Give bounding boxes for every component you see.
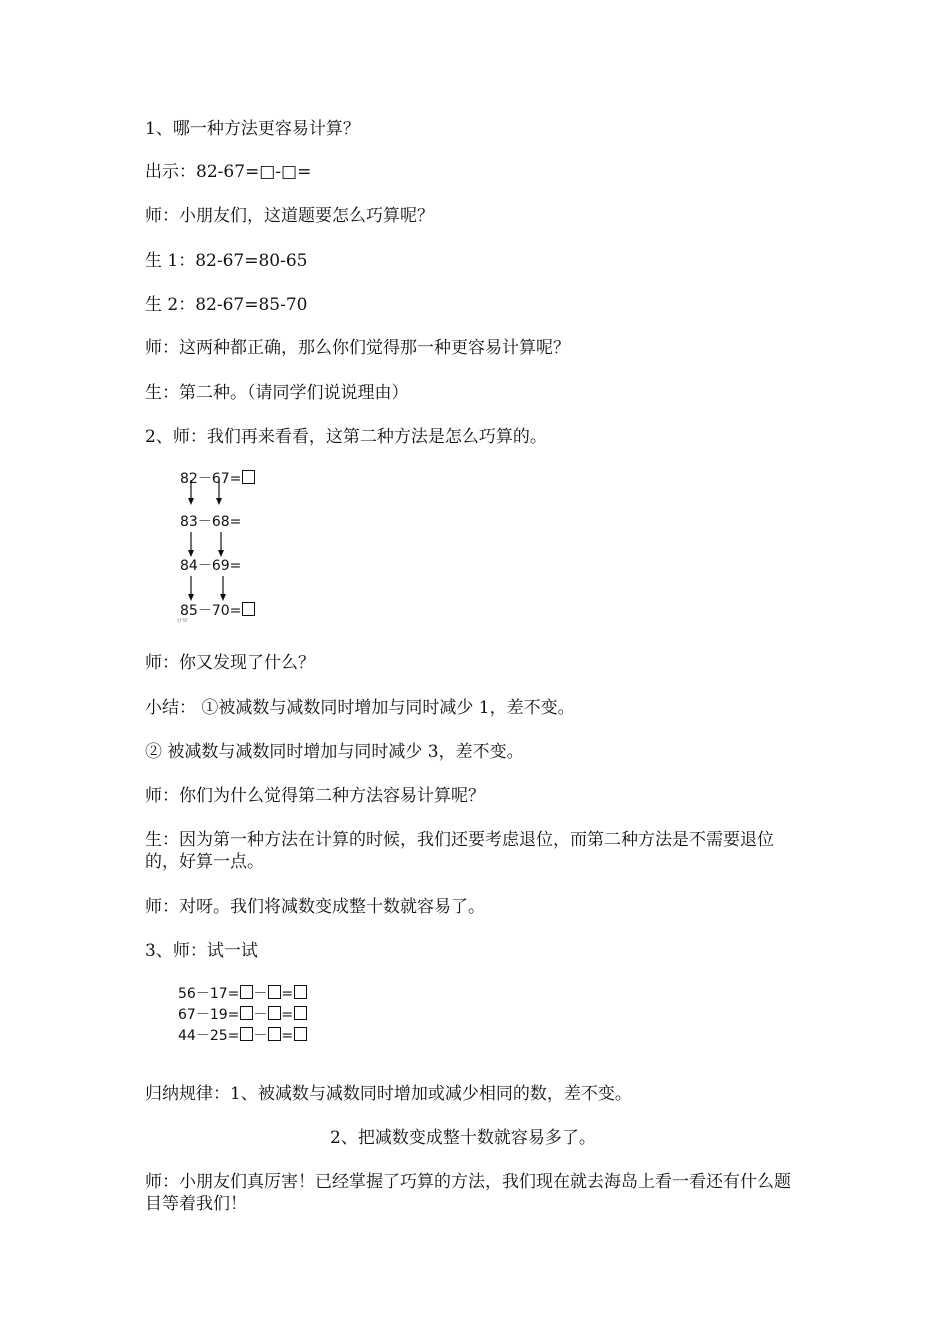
teacher-why: 师：你们为什么觉得第二种方法容易计算呢？ — [145, 786, 485, 806]
minus-sign: － — [197, 471, 212, 487]
minus-sign: － — [197, 603, 212, 619]
subtrahend: 68 — [211, 514, 230, 530]
rule-2: 2、把减数变成整十数就容易多了。 — [330, 1128, 596, 1148]
answer-box — [242, 602, 255, 616]
exercise-row-1: 56－17= － = — [178, 984, 328, 1005]
minus-sign: － — [197, 514, 212, 530]
cropped-caption: 分步 — [176, 618, 189, 624]
teacher-found: 师：你又发现了什么？ — [145, 653, 315, 673]
question-1: 1、哪一种方法更容易计算？ — [145, 119, 360, 139]
minuend: 82 — [180, 471, 198, 487]
diagram-row-3 — [180, 558, 241, 574]
diagram-row-2 — [180, 514, 241, 530]
question-2: 2、师：我们再来看看，这第二种方法是怎么巧算的。 — [145, 427, 547, 447]
teacher-right: 师：对呀。我们将减数变成整十数就容易了。 — [145, 897, 485, 917]
equals-sign: = — [229, 514, 242, 530]
down-arrow-icon — [219, 576, 227, 602]
student-1: 生 1：82-67=80-65 — [145, 251, 308, 271]
diagram-row-4 — [180, 602, 255, 619]
answer-box — [240, 985, 253, 999]
answer-box — [240, 1006, 253, 1020]
answer-box — [268, 1027, 281, 1041]
down-arrow-icon — [187, 576, 195, 602]
exercise-expression: 67－19= — [178, 1007, 240, 1023]
equals-sign: = — [229, 558, 242, 574]
down-arrow-icon — [217, 532, 225, 558]
exercise-row-2: 67－19= － = — [178, 1005, 328, 1026]
subtrahend: 70 — [211, 603, 230, 619]
answer-box — [294, 1006, 307, 1020]
student-reason: 生：因为第一种方法在计算的时候，我们还要考虑退位，而第二种方法是不需要退位的，好算一点。 — [145, 830, 774, 872]
summary-1: 小结： ①被减数与减数同时增加与同时减少 1，差不变。 — [145, 698, 575, 718]
answer-box — [294, 1027, 307, 1041]
minuend: 83 — [180, 514, 198, 530]
subtraction-diagram — [176, 466, 286, 628]
down-arrow-icon — [187, 480, 195, 506]
question-3: 3、师：试一试 — [145, 941, 258, 961]
student-second: 生：第二种。（请同学们说说理由） — [145, 383, 409, 403]
answer-box — [294, 985, 307, 999]
down-arrow-icon — [215, 480, 223, 506]
answer-box — [240, 1027, 253, 1041]
answer-box — [268, 985, 281, 999]
minuend: 85 — [180, 603, 198, 619]
minuend: 84 — [180, 558, 198, 574]
closing-remark: 师：小朋友们真厉害！已经掌握了巧算的方法，我们现在就去海岛上看一看还有什么题目等着我们！ — [145, 1172, 791, 1214]
rule-1: 归纳规律：1、被减数与减数同时增加或减少相同的数，差不变。 — [145, 1084, 632, 1104]
exercise-row-3: 44－25= － = — [178, 1026, 328, 1047]
teacher-both: 师：这两种都正确，那么你们觉得那一种更容易计算呢？ — [145, 338, 570, 358]
down-arrow-icon — [187, 532, 195, 558]
equals-sign: = — [229, 603, 242, 619]
subtrahend: 67 — [211, 471, 230, 487]
exercise-expression: 44－25= — [178, 1028, 240, 1044]
answer-box — [268, 1006, 281, 1020]
summary-2: ② 被减数与减数同时增加与同时减少 3，差不变。 — [145, 742, 524, 762]
subtrahend: 69 — [211, 558, 230, 574]
minus-sign: － — [197, 558, 212, 574]
equals-sign: = — [229, 471, 242, 487]
teacher-ask: 师：小朋友们，这道题要怎么巧算呢？ — [145, 206, 434, 226]
show-line: 出示：82-67=□-□= — [145, 162, 312, 182]
exercise-block — [178, 984, 328, 1047]
exercise-expression: 56－17= — [178, 986, 240, 1002]
student-2: 生 2：82-67=85-70 — [145, 295, 308, 315]
answer-box — [242, 470, 255, 484]
